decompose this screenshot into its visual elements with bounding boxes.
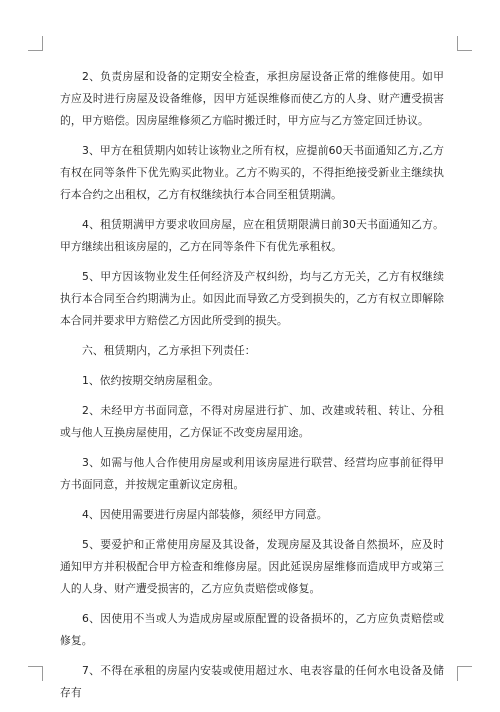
paragraph-lease-expiry: 4、租赁期满甲方要求收回房屋，应在租赁期限满日前30天书面通知乙方。甲方继续出租该房屋的，乙方在同等条件下有优先承租权。 [60, 218, 444, 253]
paragraph-no-alteration: 2、未经甲方书面同意，不得对房屋进行扩、加、改建或转租、转让、分租或与他人互换房屋使用，乙方保证不改变房屋用途。 [60, 404, 444, 439]
paragraph-damage-compensation: 6、因使用不当或人为造成房屋或原配置的设备损坏的，乙方应负责赔偿或修复。 [60, 612, 444, 647]
paragraph-transfer-ownership: 3、甲方在租赁期内如转让该物业之所有权，应提前60天书面通知乙方,乙方有权在同等条件下优先购买此物业。乙方不购买的，不得拒绝接受新业主继续执行本合约之出租权，乙方有权继续执行本合同至租赁期满。 [60, 144, 444, 201]
paragraph-landlord-maintenance: 2、负责房屋和设备的定期安全检查，承担房屋设备正常的维修使用。如甲方应及时进行房屋及设备维修，因甲方延误维修而使乙方的人身、财产遭受损害的，甲方赔偿。因房屋维修须乙方临时搬迁时，甲方应与乙方签定回迁协议。 [60, 70, 444, 127]
crop-mark-bottom-right [457, 666, 472, 681]
paragraph-electrical-limits: 7、不得在承租的房屋内安装或使用超过水、电表容量的任何水电设备及储存有 [60, 664, 444, 699]
crop-mark-top-right [457, 36, 472, 51]
crop-mark-top-left [28, 36, 43, 51]
section-heading-tenant-duties: 六、租赁期内，乙方承担下列责任： [82, 344, 256, 357]
paragraph-joint-use: 3、如需与他人合作使用房屋或利用该房屋进行联营、经营均应事前征得甲方书面同意，并按规定重新议定房租。 [60, 456, 444, 491]
paragraph-care-of-property: 5、要爱护和正常使用房屋及其设备，发现房屋及其设备自然损坏，应及时通知甲方并积极配合甲方检查和维修房屋。因此延误房屋维修而造成甲方或第三人的人身、财产遭受损害的，乙方应负责赔偿或修复。 [60, 538, 444, 595]
paragraph-renovation: 4、因使用需要进行房屋内部装修，须经甲方同意。 [82, 508, 328, 521]
crop-mark-bottom-left [28, 666, 43, 681]
document-body [60, 66, 444, 712]
paragraph-property-disputes: 5、甲方因该物业发生任何经济及产权纠纷，均与乙方无关，乙方有权继续执行本合同至合约期满为止。如因此而导致乙方受到损失的，乙方有权立即解除本合同并要求甲方赔偿乙方因此所受到的损失。 [60, 270, 444, 327]
paragraph-pay-rent: 1、依约按期交纳房屋租金。 [82, 374, 220, 387]
